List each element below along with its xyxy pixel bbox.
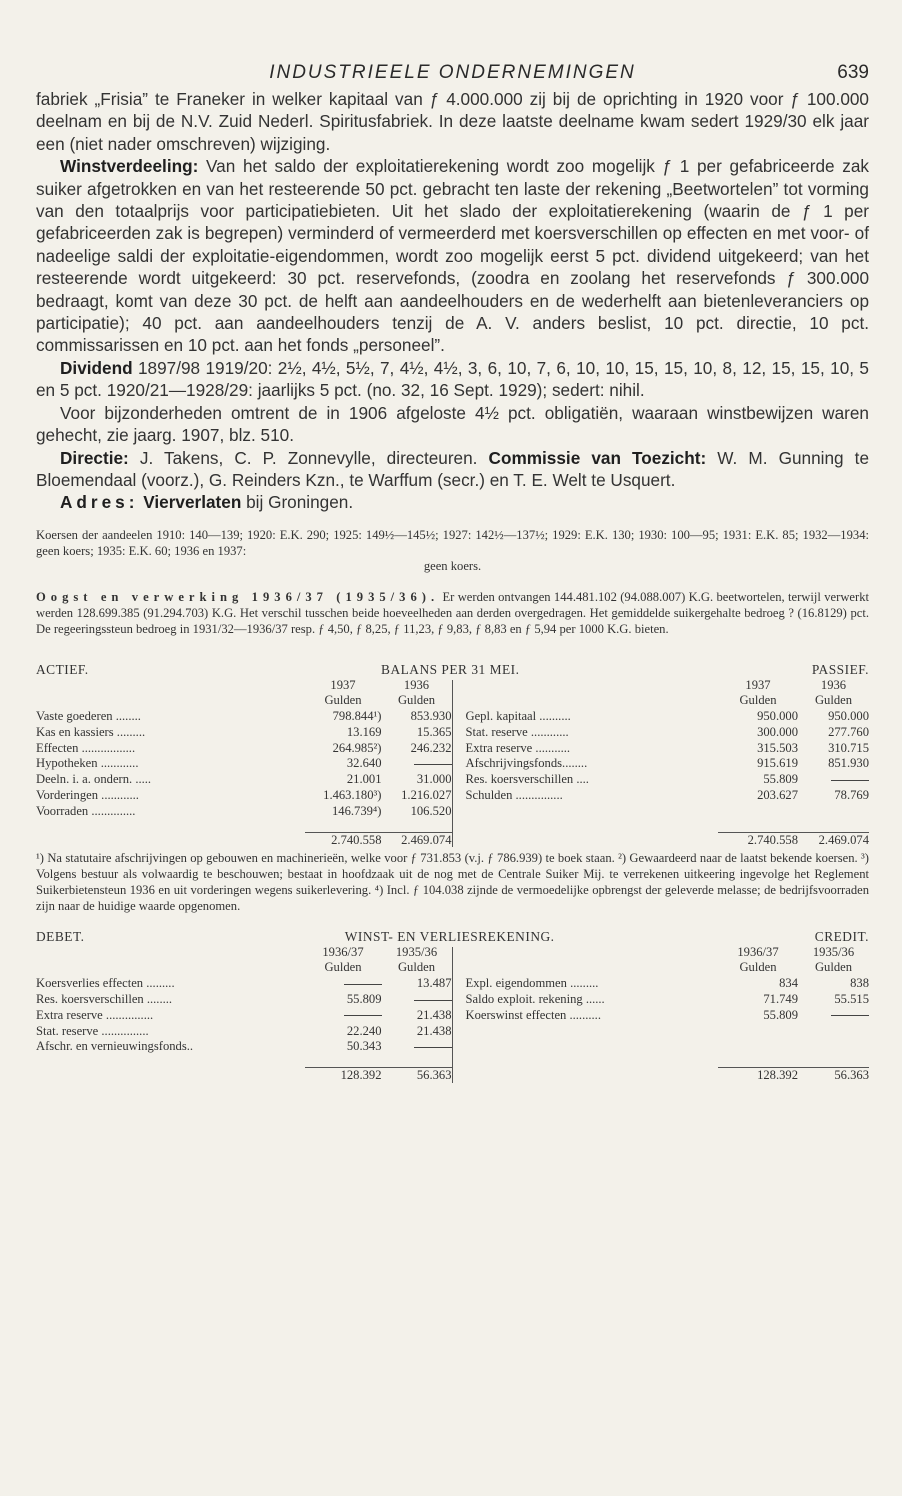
credit-row: Expl. eigendommen ......... 834 838 bbox=[465, 976, 869, 991]
running-title: INDUSTRIEELE ONDERNEMINGEN bbox=[269, 62, 636, 83]
balance-sheet bbox=[36, 662, 869, 915]
koersen-note: Koersen der aandeelen 1910: 140—139; 1920: E.K. 290; 1925: 149½—145½; 1927: 142½—137½; 1929: E.K. 130; 1930: 100—95; 1931: E.K. 85; 1932—1934: geen koers; 1935: E.K. 60; 1936 en 1937: bbox=[36, 527, 869, 558]
passief-column: 1937 1936 Gulden Gulden Gepl. kapitaal .......... 950.000 950.000 Stat. reserve ............ 300.000 277.760 Extra reserve ........... 315.503 310.715 Afschrijvingsfonds........ 915.619 851.930 Res. koersverschillen .... 55.809 Schulden ............... 203.627 78.769 2.740.558 2.469.074 bbox=[460, 678, 870, 848]
passief-row: Stat. reserve ............ 300.000 277.760 bbox=[465, 724, 869, 739]
profit-loss-title: WINST- EN VERLIESREKENING. bbox=[344, 928, 555, 944]
credit-row: Saldo exploit. rekening ...... 71.749 55.515 bbox=[465, 992, 869, 1007]
main-text bbox=[36, 88, 869, 514]
document-page bbox=[36, 58, 869, 1083]
oogst-note: Oogst en verwerking 1936/37 (1935/36). Er werden ontvangen 144.481.102 (94.088.007) K.G. beetwortelen, terwijl verwerkt werden 128.699.385 (91.294.703) K.G. Het verschil tusschen beide hoeveelheden aan derden overgedragen. Het gemiddelde suikergehalte bedroeg ? (16.8129) pct. De regeeringssteun bedroeg in 1931/32—1936/37 resp. ƒ 4,50, ƒ 8,25, ƒ 11,23, ƒ 9,83, ƒ 8,83 en ƒ 5,94 per 1000 K.G. bieten. bbox=[36, 590, 869, 636]
empty-dash bbox=[414, 1000, 452, 1001]
empty-dash bbox=[414, 1047, 452, 1048]
debet-row: Koersverlies effecten ......... 13.487 bbox=[36, 976, 452, 991]
debet-column: 1936/37 1935/36 Gulden Gulden Koersverlies effecten ......... 13.487 Res. koersverschillen ........ 55.809 Extra reserve ............... 21.438 Stat. reserve ............... 22.240 21.438 Afschr. en vernieuwingsfonds.. 50.343 128.392 56.363 bbox=[36, 944, 452, 1083]
empty-dash bbox=[831, 780, 869, 781]
actief-row: Hypotheken ............ 32.640 bbox=[36, 756, 452, 772]
debet-row: Afschr. en vernieuwingsfonds.. 50.343 bbox=[36, 1039, 452, 1055]
balance-footnotes: ¹) Na statutaire afschrijvingen op gebouwen en machinerieën, welke voor ƒ 731.853 (v.j. ƒ 786.939) te boek staan. ²) Gewaardeerd naar de laatst bekende koersen. ³) Volgens bestuur als volwaardig te beschouwen; bestaat in hoofdzaak uit de nog met de Centrale Suiker Mij. te verrekenen uitkeering ingevolge het Reglement Suikerbietensteun 1936 en uit vorderingen wegens suikerlevering. ⁴) Incl. ƒ 104.038 zijnde de vermoedelijke opbrengst der geleverde melasse; de bedrijfsvoorraden zijn naar de huidige waarde opgenomen. bbox=[36, 851, 869, 913]
page-header bbox=[36, 58, 869, 88]
credit-total: 128.392 56.363 bbox=[460, 1067, 870, 1083]
debet-row: Res. koersverschillen ........ 55.809 bbox=[36, 992, 452, 1008]
passief-row: Extra reserve ........... 315.503 310.715 bbox=[465, 740, 869, 755]
profit-loss-heading: DEBET. WINST- EN VERLIESREKENING. CREDIT. bbox=[36, 928, 869, 944]
credit-row: Koerswinst effecten .......... 55.809 bbox=[460, 1008, 870, 1024]
debet-row: Stat. reserve ............... 22.240 21.438 bbox=[36, 1023, 452, 1038]
empty-dash bbox=[344, 984, 382, 985]
balance-title: BALANS PER 31 MEI. bbox=[381, 661, 520, 677]
paragraph-adres: Adres: Vierverlaten bij Groningen. bbox=[60, 492, 354, 513]
passief-row: Afschrijvingsfonds........ 915.619 851.930 bbox=[465, 756, 869, 771]
profit-loss-account bbox=[36, 929, 869, 1083]
column-divider bbox=[452, 947, 453, 1083]
paragraph-directie: Directie: J. Takens, C. P. Zonnevylle, directeuren. Commissie van Toezicht: W. M. Gunning te Bloemendaal (voorz.), G. Reinders Kzn., te Warffum (secr.) en T. E. Welt te Usquert. bbox=[36, 447, 870, 490]
empty-dash bbox=[831, 1015, 869, 1016]
balance-heading: ACTIEF. BALANS PER 31 MEI. PASSIEF. bbox=[36, 661, 869, 677]
actief-row: Deeln. i. a. ondern. ..... 21.001 31.000 bbox=[36, 772, 452, 787]
passief-row: Res. koersverschillen .... 55.809 bbox=[460, 772, 870, 788]
paragraph-dividend: Dividend 1897/98 1919/20: 2½, 4½, 5½, 7, 4½, 4½, 3, 6, 10, 7, 6, 10, 10, 15, 15, 10, 8, 12, 15, 15, 10, 5 en 5 pct. 1920/21—1928/29: jaarlijks 5 pct. (no. 32, 16 Sept. 1929); sedert: nihil. bbox=[36, 357, 869, 401]
actief-row: Effecten ................. 264.985²) 246.232 bbox=[36, 740, 452, 755]
actief-row: Voorraden .............. 146.739⁴) 106.520 bbox=[36, 803, 452, 818]
passief-total: 2.740.558 2.469.074 bbox=[460, 832, 870, 848]
passief-row: Gepl. kapitaal .......... 950.000 950.000 bbox=[465, 709, 869, 724]
paragraph-winstverdeeling: Winstverdeeling: Van het saldo der exploitatierekening wordt zoo mogelijk ƒ 1 per gefabriceerde zak suiker afgetrokken en van het resteerende 50 pct. gebracht ten laste der rekening „Beetwortelen” tot vorming van den totaalprijs voor participatiebieten. Uit het slado der exploitatierekening (waarin de ƒ 1 per gefabriceerden zak is begrepen) verminderd of vermeerderd met koersverschillen op effecten en met voor- of nadeelige saldi der exploitatie-eigendommen, wordt zoo mogelijk eerst 5 pct. dividend uitgekeerd; van het resteerende wordt uitgekeerd: 30 pct. reservefonds, (zoodra en zoolang het reservefonds ƒ 300.000 bedraagt, komt van deze 30 pct. de helft aan aandeelhouders en de wederhelft aan bietenleveranciers op participatie); 40 pct. aan aandeelhouders tenzij de A. V. anders beslist, 10 pct. directie, 10 pct. commissarissen en 10 pct. aan het fonds „personeel”. bbox=[36, 156, 869, 356]
actief-row: Kas en kassiers ......... 13.169 15.365 bbox=[36, 724, 452, 739]
actief-column: 1937 1936 Gulden Gulden Vaste goederen ........ 798.844¹) 853.930 Kas en kassiers ......... 13.169 15.365 Effecten ................. 264.985²) 246.232 Hypotheken ............ 32.640 Deeln. i. a. ondern. ..... 21.001 31.000 Vorderingen ............ 1.463.180³) 1.216.027 Voorraden .............. 146.739⁴) 106.520 2.740.558 2.469.074 bbox=[36, 677, 452, 847]
credit-column: 1936/37 1935/36 Gulden Gulden Expl. eigendommen ......... 834 838 Saldo exploit. rekening ...... 71.749 55.515 Koerswinst effecten .......... 55.809 128.392 56.363 bbox=[460, 945, 870, 1083]
debet-row: Extra reserve ............... 21.438 bbox=[36, 1007, 452, 1022]
actief-row: Vaste goederen ........ 798.844¹) 853.930 bbox=[36, 709, 452, 724]
empty-dash bbox=[344, 1015, 382, 1016]
empty-dash bbox=[414, 764, 452, 765]
page-number: 639 bbox=[837, 62, 869, 83]
actief-total: 2.740.558 2.469.074 bbox=[36, 832, 452, 848]
actief-row: Vorderingen ............ 1.463.180³) 1.216.027 bbox=[36, 788, 452, 803]
passief-row: Schulden ............... 203.627 78.769 bbox=[465, 788, 869, 803]
debet-total: 128.392 56.363 bbox=[36, 1067, 452, 1083]
column-divider bbox=[452, 680, 453, 848]
paragraph-intro: fabriek „Frisia” te Franeker in welker kapitaal van ƒ 4.000.000 zij bij de oprichting in 1920 voor ƒ 100.000 deelnam en bij de N.V. Zuid Nederl. Spiritusfabriek. In deze laatste deelname kwam sedert 1929/30 elk jaar een (niet nader omschreven) wijziging. bbox=[36, 89, 869, 154]
paragraph-obligaties: Voor bijzonderheden omtrent de in 1906 afgeloste 4½ pct. obligatiën, waaraan winstbewijzen waren gehecht, zie jaarg. 1907, blz. 510. bbox=[36, 402, 869, 446]
koersen-note-end: geen koers. bbox=[423, 559, 482, 574]
